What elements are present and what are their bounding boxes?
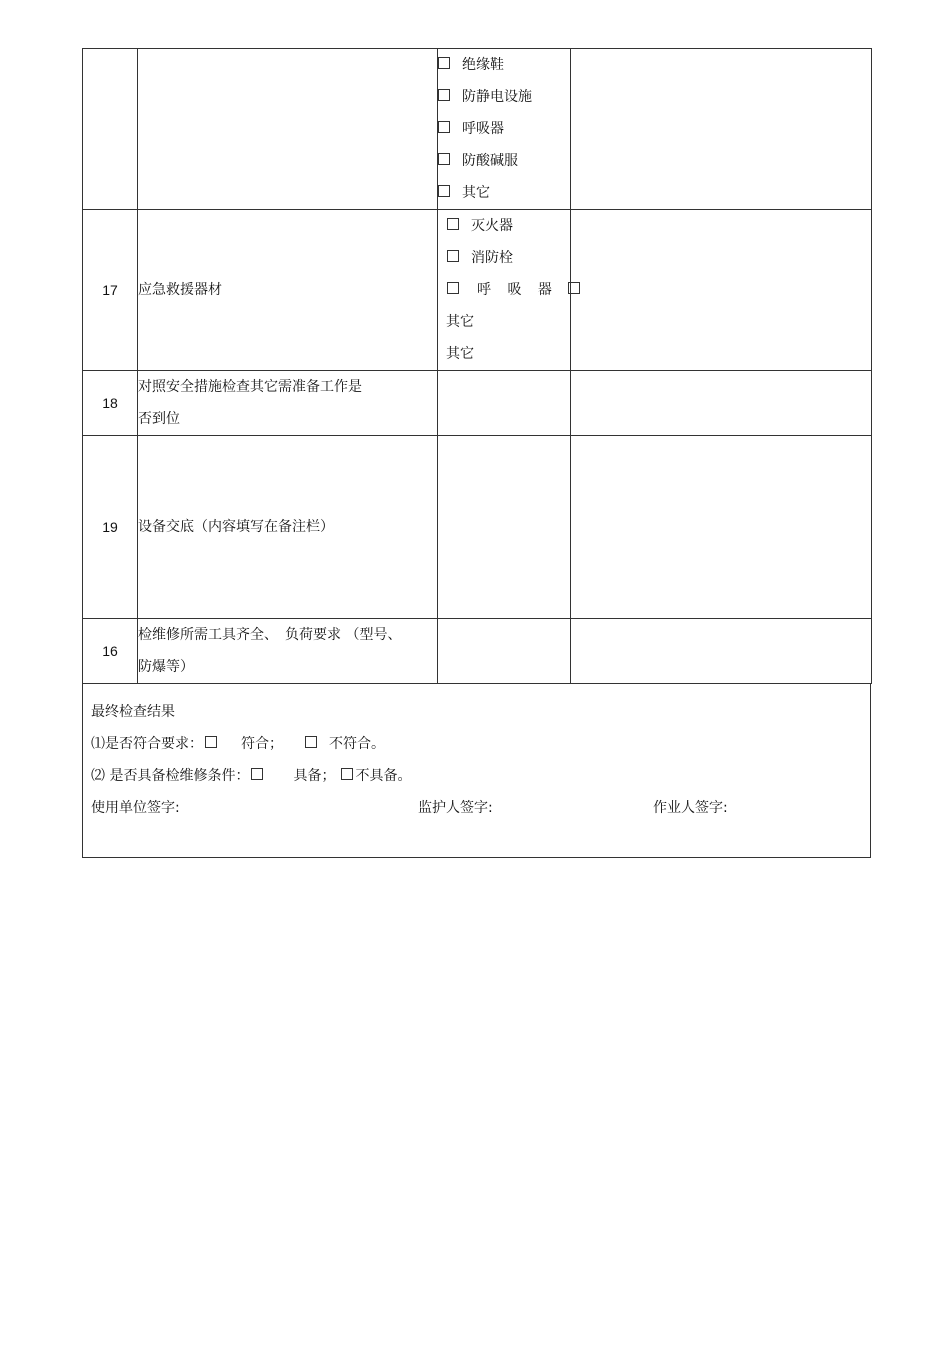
- option-item[interactable]: 其它: [438, 177, 570, 209]
- option-item[interactable]: 呼 吸 器: [447, 274, 570, 306]
- row-options: [438, 49, 571, 210]
- checkbox-icon[interactable]: [447, 250, 459, 262]
- row-remark[interactable]: [571, 49, 872, 210]
- row-item: 对照安全措施检查其它需准备工作是 否到位: [138, 371, 438, 436]
- checkbox-icon[interactable]: [568, 282, 580, 294]
- table-row: [83, 371, 872, 436]
- checkbox-icon[interactable]: [251, 768, 263, 780]
- checkbox-icon[interactable]: [438, 57, 450, 69]
- worker-signature-label[interactable]: 作业人签字:: [653, 800, 728, 816]
- row-item: 设备交底（内容填写在备注栏）: [138, 436, 438, 619]
- option-item: 其它: [446, 314, 474, 330]
- guardian-signature-label[interactable]: 监护人签字:: [418, 800, 493, 816]
- table-row: [83, 619, 872, 684]
- option-item[interactable]: 防静电设施: [438, 81, 570, 113]
- row-options[interactable]: [438, 436, 571, 619]
- option-item[interactable]: 消防栓: [447, 242, 570, 274]
- row-remark[interactable]: [571, 619, 872, 684]
- signature-line: [91, 792, 870, 824]
- checkbox-icon[interactable]: [438, 185, 450, 197]
- checklist-table: [82, 48, 872, 684]
- checkbox-icon[interactable]: [438, 153, 450, 165]
- table-row: [83, 49, 872, 210]
- option-item[interactable]: 绝缘鞋: [438, 49, 570, 81]
- row-number: 18: [83, 371, 138, 436]
- row-item: [138, 49, 438, 210]
- checkbox-icon[interactable]: [447, 282, 459, 294]
- checkbox-icon[interactable]: [305, 736, 317, 748]
- option-item[interactable]: 灭火器: [447, 210, 570, 242]
- row-options: [438, 210, 571, 371]
- row-options[interactable]: [438, 619, 571, 684]
- checkbox-icon[interactable]: [341, 768, 353, 780]
- table-row: [83, 210, 872, 371]
- option-item[interactable]: 防酸碱服: [438, 145, 570, 177]
- row-item: 应急救援器材: [138, 210, 438, 371]
- unit-signature-label[interactable]: 使用单位签字:: [91, 800, 180, 816]
- option-item[interactable]: 呼吸器: [438, 113, 570, 145]
- final-title: 最终检查结果: [91, 704, 175, 720]
- option-item: 其它: [446, 346, 474, 362]
- checkbox-icon[interactable]: [205, 736, 217, 748]
- row-remark[interactable]: [571, 371, 872, 436]
- inspection-form: [82, 48, 871, 858]
- row-number: [83, 49, 138, 210]
- row-remark[interactable]: [571, 210, 872, 371]
- final-check-section: [82, 684, 871, 858]
- table-row: [83, 436, 872, 619]
- row-item: 检维修所需工具齐全、 负荷要求 （型号、 防爆等）: [138, 619, 438, 684]
- condition-question: ⑵ 是否具备检维修条件： 具备； 不具备。: [91, 768, 412, 784]
- row-remark[interactable]: [571, 436, 872, 619]
- checkbox-icon[interactable]: [438, 89, 450, 101]
- checkbox-icon[interactable]: [447, 218, 459, 230]
- checkbox-icon[interactable]: [438, 121, 450, 133]
- compliance-question: ⑴是否符合要求： 符合； 不符合。: [91, 736, 385, 752]
- row-number: 16: [83, 619, 138, 684]
- row-number: 17: [83, 210, 138, 371]
- row-options[interactable]: [438, 371, 571, 436]
- row-number: 19: [83, 436, 138, 619]
